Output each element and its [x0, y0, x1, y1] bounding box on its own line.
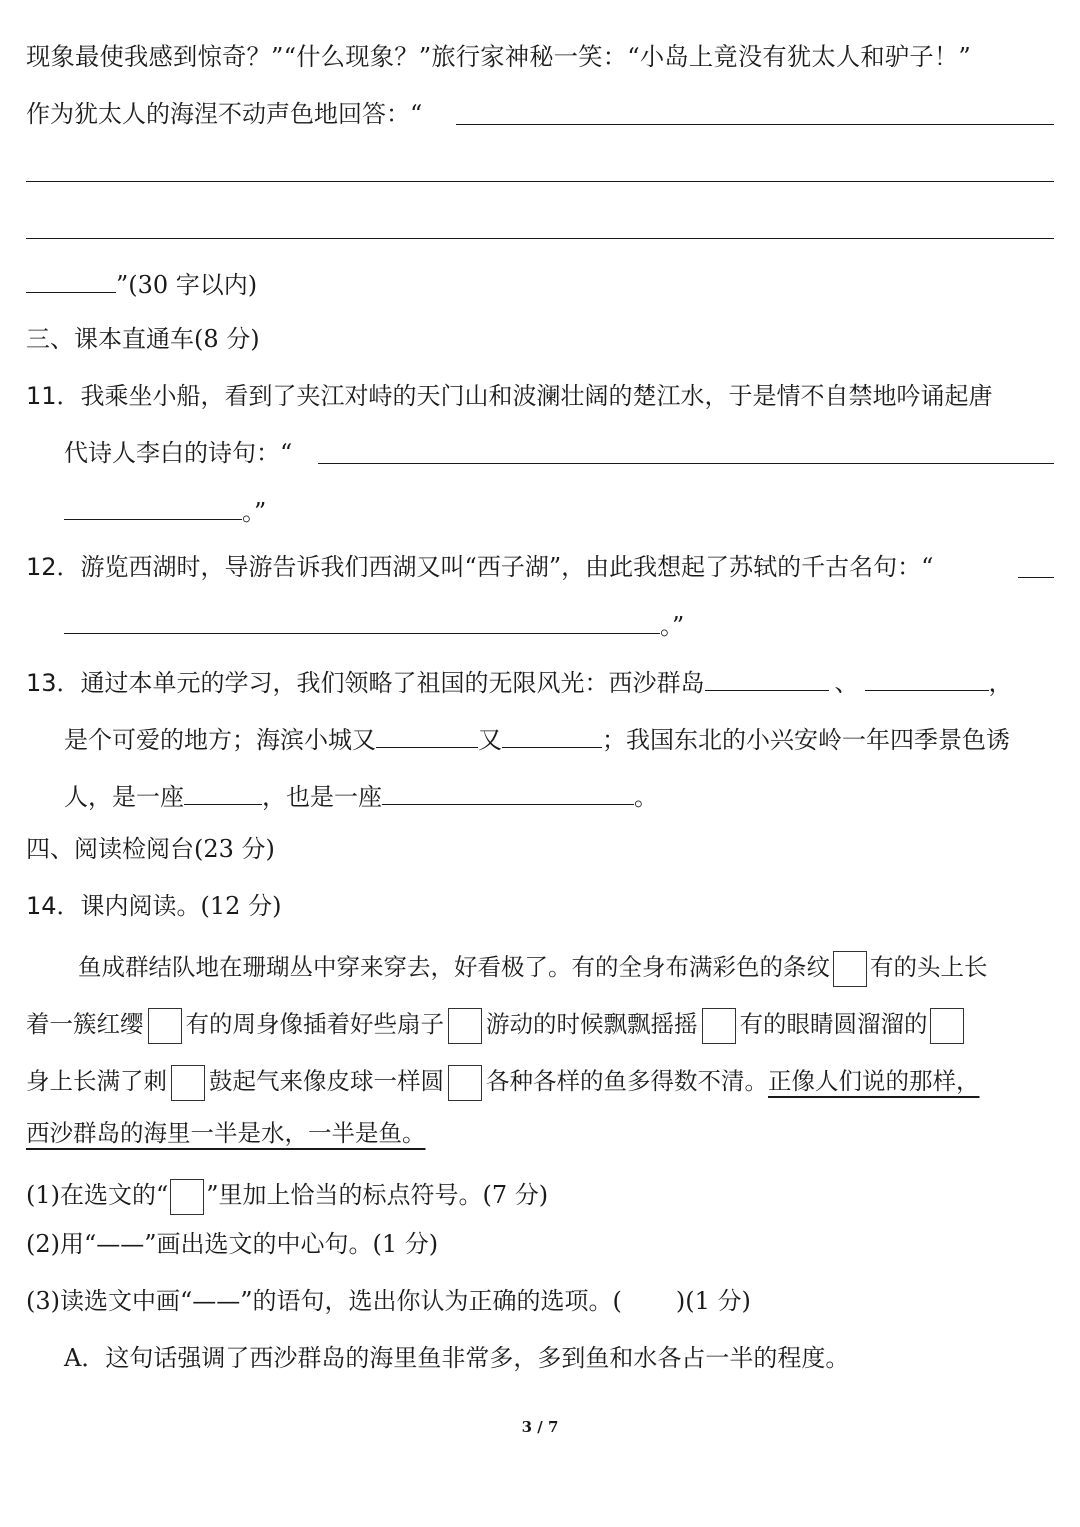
question-11-line-3-text: 。”: [242, 498, 267, 526]
question-13-line-1: [26, 664, 1013, 700]
passage-line-3: [26, 1064, 980, 1101]
answer-blank-13f[interactable]: [382, 778, 634, 805]
passage-text-2c: 游动的时候飘飘摇摇: [486, 1010, 698, 1038]
answer-blank-13b[interactable]: [865, 664, 989, 691]
question-13-text-a: 通过本单元的学习，我们领略了祖国的无限风光：西沙群岛: [80, 669, 705, 697]
answer-blank-intro-3[interactable]: [26, 238, 1054, 239]
punctuation-box-4[interactable]: [702, 1008, 736, 1044]
passage-text-1a: 鱼成群结队地在珊瑚丛中穿来穿去，好看极了。有的全身布满彩色的条纹: [78, 953, 830, 981]
passage-text-3b: 鼓起气来像皮球一样圆: [209, 1067, 444, 1095]
section-3-title: 三、课本直通车(8 分): [26, 325, 260, 353]
question-12-line-2: [64, 607, 684, 643]
question-12-line-2-text: 。”: [660, 612, 685, 640]
question-12-line-1: [26, 550, 933, 584]
answer-blank-intro-4[interactable]: [26, 266, 116, 293]
intro-line-1: 现象最使我感到惊奇？”“什么现象？”旅行家神秘一笑：“小岛上竟没有犹太人和驴子！”: [26, 42, 971, 71]
subquestion-3: [26, 1284, 751, 1318]
answer-blank-intro-2[interactable]: [26, 181, 1054, 182]
option-a: A．这句话强调了西沙群岛的海里鱼非常多，多到鱼和水各占一半的程度。: [64, 1344, 850, 1372]
passage-text-2a: 着一簇红缨: [26, 1010, 144, 1038]
passage-text-2d: 有的眼睛圆溜溜的: [739, 1010, 928, 1038]
subquestion-2: (2)用“——”画出选文的中心句。(1 分): [26, 1230, 439, 1258]
subquestion-1-text-b: ”里加上恰当的标点符号。(7 分): [206, 1181, 549, 1209]
question-12-text: 游览西湖时，导游告诉我们西湖又叫“西子湖”，由此我想起了苏轼的千古名句：“: [80, 553, 934, 581]
question-14-title-line: [26, 889, 281, 923]
question-13-sep: 、: [834, 669, 859, 697]
section-4-title: 四、阅读检阅台(23 分): [26, 835, 275, 863]
question-13-line-3: [64, 778, 658, 814]
question-13-text-f: ，也是一座: [262, 783, 382, 811]
passage-text-3c: 各种各样的鱼多得数不清。: [486, 1067, 768, 1095]
subquestion-3-text-a: (3)读选文中画“——”的语句，选出你认为正确的选项。(: [26, 1287, 622, 1315]
answer-blank-13c[interactable]: [376, 721, 478, 748]
passage-text-2b: 有的周身像插着好些扇子: [185, 1010, 444, 1038]
punctuation-box-example: [170, 1179, 204, 1215]
answer-blank-13a[interactable]: [705, 664, 829, 691]
passage-line-1: [78, 950, 988, 987]
punctuation-box-1[interactable]: [833, 951, 867, 987]
question-13-end: ，: [988, 669, 1013, 697]
intro-line-4-text: ”(30 字以内): [116, 271, 258, 299]
page-number: 3 / 7: [521, 1418, 559, 1436]
question-13-line-2: [64, 721, 1010, 757]
punctuation-box-5[interactable]: [930, 1008, 964, 1044]
question-11-line-2: [64, 436, 292, 470]
intro-line-2-text: 作为犹太人的海涅不动声色地回答：“: [26, 100, 423, 128]
question-11-line-2-text: 代诗人李白的诗句：“: [64, 439, 293, 467]
question-14-number: 14．: [26, 892, 81, 920]
answer-blank-12b[interactable]: [64, 607, 660, 634]
answer-blank-12a[interactable]: [1018, 577, 1054, 578]
punctuation-box-2[interactable]: [148, 1008, 182, 1044]
passage-text-1b: 有的头上长: [870, 953, 988, 981]
question-14-title: 课内阅读。(12 分): [80, 892, 282, 920]
question-13-text-c: 又: [478, 726, 502, 754]
question-13-text-b: 是个可爱的地方；海滨小城又: [64, 726, 376, 754]
punctuation-box-3[interactable]: [448, 1008, 482, 1044]
question-13-text-e: 人，是一座: [64, 783, 184, 811]
passage-text-3a: 身上长满了刺: [26, 1067, 167, 1095]
subquestion-1: [26, 1178, 548, 1215]
answer-blank-intro-1[interactable]: [456, 124, 1054, 125]
passage-line-2: [26, 1007, 966, 1044]
answer-blank-13d[interactable]: [502, 721, 602, 748]
question-13-text-g: 。: [634, 783, 658, 811]
punctuation-box-7[interactable]: [448, 1065, 482, 1101]
answer-blank-13e[interactable]: [184, 778, 262, 805]
punctuation-box-6[interactable]: [171, 1065, 205, 1101]
intro-line-4: [26, 266, 257, 302]
question-13-number: 13．: [26, 669, 81, 697]
answer-blank-11a[interactable]: [318, 463, 1054, 464]
question-13-text-d: ；我国东北的小兴安岭一年四季景色诱: [602, 726, 1010, 754]
subquestion-3-text-b: )(1 分): [675, 1287, 751, 1315]
passage-line-4: [26, 1116, 426, 1150]
subquestion-1-text-a: (1)在选文的“: [26, 1181, 169, 1209]
question-11-line-3: [64, 493, 266, 529]
question-11-line-1: [26, 379, 993, 413]
intro-line-2: [26, 97, 422, 131]
answer-blank-11b[interactable]: [64, 493, 242, 520]
question-11-text: 我乘坐小船，看到了夹江对峙的天门山和波澜壮阔的楚江水，于是情不自禁地吟诵起唐: [80, 382, 993, 410]
question-12-number: 12．: [26, 553, 81, 581]
central-sentence-part-2: 西沙群岛的海里一半是水，一半是鱼。: [26, 1119, 426, 1147]
central-sentence-part-1: 正像人们说的那样，: [768, 1067, 980, 1095]
question-11-number: 11．: [26, 382, 81, 410]
